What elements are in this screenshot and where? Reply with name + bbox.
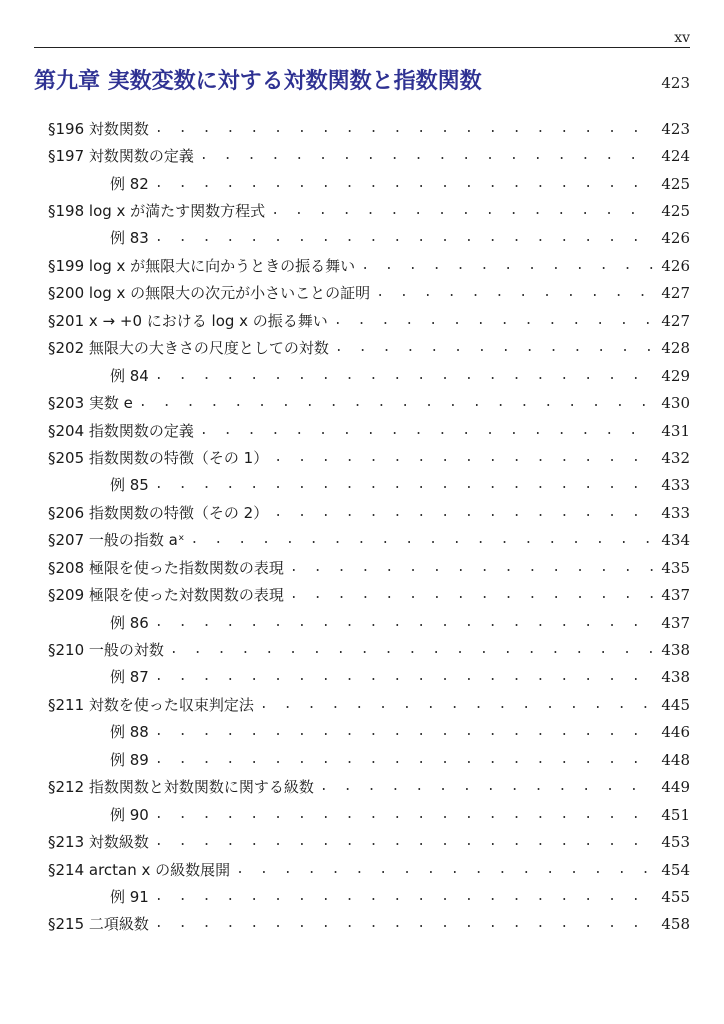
entry-title: §212 指数関数と対数関数に関する級数: [48, 778, 314, 797]
entry-page-number: 425: [661, 202, 690, 221]
toc-section-entry[interactable]: [0, 911, 724, 938]
entry-title: §208 極限を使った指数関数の表現: [48, 558, 284, 577]
entry-title: 例 91: [110, 887, 149, 906]
entry-title: 例 83: [110, 229, 149, 248]
entry-page-number: 445: [661, 695, 690, 714]
entry-title: §201 x → +0 における log x の振る舞い: [48, 311, 328, 330]
dot-leader: [290, 558, 655, 578]
entry-page-number: 446: [661, 723, 690, 742]
dot-leader: [155, 174, 656, 194]
toc-section-entry[interactable]: [0, 554, 724, 581]
entry-title: §200 log x の無限大の次元が小さいことの証明: [48, 284, 371, 303]
toc-section-entry[interactable]: [0, 856, 724, 883]
dot-leader: [155, 475, 656, 495]
toc-example-entry[interactable]: [0, 801, 724, 828]
dot-leader: [335, 338, 655, 358]
entry-page-number: 426: [661, 229, 690, 248]
entry-title: §207 一般の指数 aˣ: [48, 531, 185, 550]
toc-example-entry[interactable]: [0, 664, 724, 691]
entry-title: §205 指数関数の特徴（その 1）: [48, 448, 269, 467]
entry-title: §215 二項級数: [48, 915, 149, 934]
toc-section-entry[interactable]: [0, 527, 724, 554]
toc-section-entry[interactable]: [0, 142, 724, 169]
entry-page-number: 454: [661, 860, 690, 879]
toc-example-entry[interactable]: [0, 472, 724, 499]
entry-title: §199 log x が無限大に向かうときの振る舞い: [48, 256, 356, 275]
toc-section-entry[interactable]: [0, 389, 724, 416]
dot-leader: [155, 228, 656, 248]
entry-title: 例 88: [110, 723, 149, 742]
dot-leader: [155, 722, 656, 742]
toc-section-entry[interactable]: [0, 417, 724, 444]
entry-page-number: 448: [661, 750, 690, 769]
dot-leader: [271, 201, 655, 221]
entry-page-number: 424: [661, 147, 690, 166]
entry-title: 例 82: [110, 174, 149, 193]
dot-leader: [155, 750, 656, 770]
toc-example-entry[interactable]: [0, 883, 724, 910]
toc-section-entry[interactable]: [0, 252, 724, 279]
entry-page-number: 433: [661, 503, 690, 522]
dot-leader: [274, 503, 655, 523]
entry-title: §204 指数関数の定義: [48, 421, 194, 440]
toc-example-entry[interactable]: [0, 170, 724, 197]
toc-section-entry[interactable]: [0, 691, 724, 718]
entry-page-number: 451: [661, 805, 690, 824]
entry-page-number: 423: [661, 119, 690, 138]
entry-page-number: 428: [661, 339, 690, 358]
entry-page-number: 434: [661, 531, 690, 550]
toc-section-entry[interactable]: [0, 307, 724, 334]
toc-section-entry[interactable]: [0, 444, 724, 471]
entry-title: §213 対数級数: [48, 833, 149, 852]
running-head: [34, 30, 690, 48]
entry-page-number: 438: [661, 668, 690, 687]
dot-leader: [334, 311, 656, 331]
toc-section-entry[interactable]: [0, 828, 724, 855]
table-of-contents: [0, 115, 724, 938]
toc-example-entry[interactable]: [0, 609, 724, 636]
toc-section-entry[interactable]: [0, 115, 724, 142]
dot-leader: [155, 887, 656, 907]
entry-page-number: 455: [661, 887, 690, 906]
dot-leader: [155, 914, 655, 934]
dot-leader: [155, 119, 655, 139]
entry-title: §214 arctan x の級数展開: [48, 860, 231, 879]
toc-section-entry[interactable]: [0, 581, 724, 608]
entry-title: §196 対数関数: [48, 119, 149, 138]
entry-title: 例 85: [110, 476, 149, 495]
chapter-heading: [34, 66, 690, 98]
toc-example-entry[interactable]: [0, 746, 724, 773]
toc-section-entry[interactable]: [0, 499, 724, 526]
entry-title: §202 無限大の大きさの尺度としての対数: [48, 339, 329, 358]
toc-section-entry[interactable]: [0, 280, 724, 307]
dot-leader: [236, 860, 655, 880]
dot-leader: [376, 283, 655, 303]
entry-page-number: 458: [661, 915, 690, 934]
dot-leader: [155, 832, 655, 852]
dot-leader: [260, 695, 655, 715]
entry-page-number: 431: [661, 421, 690, 440]
toc-example-entry[interactable]: [0, 362, 724, 389]
entry-page-number: 432: [661, 448, 690, 467]
entry-title: §206 指数関数の特徴（その 2）: [48, 503, 269, 522]
entry-page-number: 429: [661, 366, 690, 385]
entry-title: §211 対数を使った収束判定法: [48, 695, 254, 714]
dot-leader: [290, 585, 655, 605]
dot-leader: [155, 366, 656, 386]
dot-leader: [139, 393, 655, 413]
entry-page-number: 433: [661, 476, 690, 495]
entry-page-number: 435: [661, 558, 690, 577]
entry-page-number: 438: [661, 641, 690, 660]
toc-section-entry[interactable]: [0, 774, 724, 801]
entry-page-number: 426: [661, 256, 690, 275]
toc-section-entry[interactable]: [0, 197, 724, 224]
dot-leader: [191, 530, 656, 550]
dot-leader: [155, 613, 656, 633]
entry-title: 例 90: [110, 805, 149, 824]
chapter-title: 第九章 実数変数に対する対数関数と指数関数: [34, 69, 482, 94]
dot-leader: [155, 805, 656, 825]
entry-page-number: 437: [661, 586, 690, 605]
entry-title: 例 86: [110, 613, 149, 632]
dot-leader: [170, 640, 655, 660]
dot-leader: [361, 256, 655, 276]
entry-page-number: 425: [661, 174, 690, 193]
toc-example-entry[interactable]: [0, 719, 724, 746]
dot-leader: [200, 146, 655, 166]
entry-title: §203 実数 e: [48, 394, 133, 413]
dot-leader: [200, 421, 655, 441]
toc-section-entry[interactable]: [0, 335, 724, 362]
toc-example-entry[interactable]: [0, 225, 724, 252]
page-number: xv: [674, 30, 690, 46]
entry-page-number: 427: [661, 284, 690, 303]
entry-page-number: 453: [661, 833, 690, 852]
dot-leader: [155, 667, 656, 687]
entry-title: §210 一般の対数: [48, 641, 164, 660]
entry-title: §209 極限を使った対数関数の表現: [48, 586, 284, 605]
entry-page-number: 449: [661, 778, 690, 797]
entry-page-number: 427: [661, 311, 690, 330]
entry-title: 例 87: [110, 668, 149, 687]
entry-title: 例 89: [110, 750, 149, 769]
entry-page-number: 430: [661, 394, 690, 413]
entry-title: §197 対数関数の定義: [48, 147, 194, 166]
entry-title: 例 84: [110, 366, 149, 385]
entry-title: §198 log x が満たす関数方程式: [48, 202, 266, 221]
toc-section-entry[interactable]: [0, 636, 724, 663]
entry-page-number: 437: [661, 613, 690, 632]
dot-leader: [274, 448, 655, 468]
chapter-page: 423: [661, 74, 690, 92]
dot-leader: [320, 777, 655, 797]
